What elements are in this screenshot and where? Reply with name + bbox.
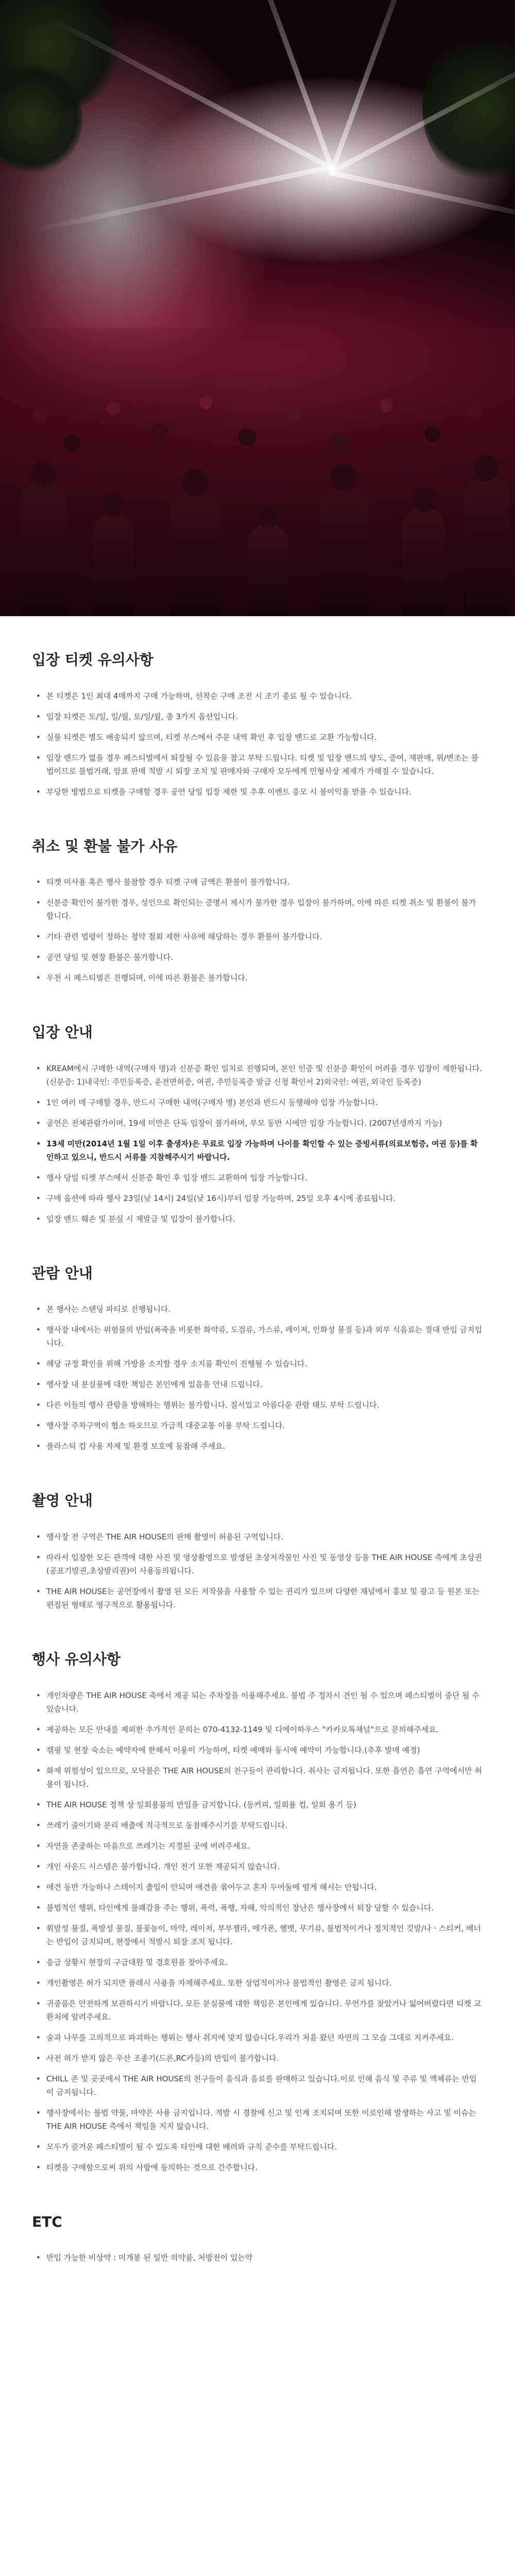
notice-item: • 행사장 전 구역은 THE AIR HOUSE의 판매 촬영이 허용된 구역입니다. (32, 1530, 483, 1544)
section-etc (32, 2181, 483, 2265)
crowd-head (331, 464, 356, 492)
section-title: ETC (32, 2213, 62, 2230)
crowd-person (402, 508, 445, 616)
notice-item: • 행사장에서는 불법 약물, 마약은 사용 금지입니다. 적발 시 경찰에 신고 및 인계 조치되며 또한 이로인해 발생하는 사고 및 이슈는 THE AIR HOUSE 측에서 책임을 지지 않습니다. (32, 2106, 483, 2133)
notice-item: • 본 행사는 스탠딩 파티로 진행됩니다. (32, 1302, 483, 1316)
notice-item: • CHILL 존 및 곳곳에서 THE AIR HOUSE의 친구들이 음식과 음료를 판매하고 있습니다.이로 인해 음식 및 주류 및 액체류는 반입이 금지됩니다. (32, 2072, 483, 2099)
notice-item-highlight: • 13세 미만(2014년 1월 1일 이후 출생자)은 무료로 입장 가능하며 나이를 확인할 수 있는 증빙서류(의료보험증, 여권 등)를 확인하고 있으니, 반드시 서류를 지참해주시기 바랍니다. (32, 1137, 483, 1164)
notice-list (32, 689, 483, 799)
notice-item: • 신분증 확인이 불가한 경우, 성인으로 확인되는 증명서 제시가 불가한 경우 입장이 불가하며, 이에 따른 티켓 취소 및 환불이 불가합니다. (32, 896, 483, 923)
notice-item: • 행사 당일 티켓 부스에서 신분증 확인 후 입장 밴드 교환하여 입장 가능합니다. (32, 1171, 483, 1184)
notice-item: • 개인 사운드 시스템은 불가합니다. 개인 전기 또한 제공되지 않습니다. (32, 1860, 483, 1873)
section-entry-notice (32, 992, 483, 1226)
notice-content (0, 616, 515, 2264)
notice-item: • 불법적인 행위, 타인에게 불쾌감을 주는 행위, 폭력, 폭행, 자해, 악의적인 장난은 행사장에서 퇴장 당할 수 있습니다. (32, 1901, 483, 1914)
crowd-head (31, 461, 56, 487)
crowd-person (93, 513, 134, 616)
notice-item: • 응급 상황시 현장의 구급대원 및 경호원을 찾아주세요. (32, 1956, 483, 1969)
crowd-person (247, 523, 288, 616)
notice-item: • 행사장 주차구역이 협소 하오므로 가급적 대중교통 이용 부탁 드립니다. (32, 1419, 483, 1432)
section-title: 촬영 안내 (32, 1492, 93, 1510)
section-refund-notice (32, 806, 483, 985)
notice-item: • 입장 밴드 훼손 및 분실 시 재발급 및 입장이 불가합니다. (32, 1212, 483, 1226)
light-beam (26, 165, 330, 234)
crowd-person (21, 482, 67, 616)
notice-item: • 입장 티켓은 토/일, 일/월, 토/일/월, 총 3가지 옵션입니다. (32, 710, 483, 723)
notice-item: • 쓰레기 줄이기와 분리 배출에 적극적으로 동참해주시기를 부탁드립니다. (32, 1819, 483, 1832)
section-filming-notice (32, 1460, 483, 1612)
notice-item: • 공연은 전체관람가이며, 19세 미만은 단독 입장이 불가하며, 부모 동반 시에만 입장 가능합니다. (2007년생까지 가능) (32, 1116, 483, 1130)
notice-item: • 1인 여러 매 구매할 경우, 반드시 구매한 내역(구매자 명) 본인과 반드시 동행해야 입장 가능합니다. (32, 1096, 483, 1109)
crowd-head (256, 504, 278, 528)
notice-list (32, 1689, 483, 2174)
section-viewing-notice (32, 1233, 483, 1453)
notice-item: • 행사장 내 분실물에 대한 책임은 본인에게 있음을 안내 드립니다. (32, 1378, 483, 1391)
section-title: 취소 및 환불 불가 사유 (32, 837, 178, 855)
notice-item: • 본 티켓은 1인 최대 4매까지 구매 가능하며, 선착순 구매 조진 시 조기 종료 될 수 있습니다. (32, 689, 483, 703)
notice-item: • 다른 이들의 행사 관람을 방해하는 행위는 불가합니다. 질서있고 아름다운 관람 태도 부탁 드립니다. (32, 1398, 483, 1412)
section-title: 입장 안내 (32, 1024, 93, 1041)
notice-item: • 반입 가능한 비상약 : 미개봉 된 일반 의약품, 처방전이 있는약 (32, 2251, 483, 2264)
notice-list (32, 1530, 483, 1612)
notice-item: • 실물 티켓은 별도 배송되지 않으며, 티켓 부스에서 주문 내역 확인 후 입장 밴드로 교환 가능합니다. (32, 731, 483, 744)
notice-item: • 따라서 입장한 모든 관객에 대한 사진 및 영상촬영으로 발생된 초상저작물인 사진 및 동영상 등을 THE AIR HOUSE 측에게 초상권(공표기발권,초상발리권)이 사용동의됩니다. (32, 1551, 483, 1578)
notice-item: • 모두가 즐거운 페스티벌이 될 수 있도록 타인에 대한 배려와 규칙 준수를 부탁드립니다. (32, 2140, 483, 2154)
notice-item: • 티켓 미사용 혹은 행사 불참할 경우 티켓 구매 금액은 환불이 불가합니다. (32, 875, 483, 889)
notice-item: • 개인촬영은 허가 되지만 플래시 사용을 자제해주세요. 또한 상업적이거나 불법적인 촬영은 금지 됩니다. (32, 1976, 483, 1990)
crowd-head (102, 493, 125, 517)
notice-item: • 해당 규정 확인을 위해 가방을 소지할 경우 소지품 확인이 진행될 수 있습니다. (32, 1357, 483, 1370)
crowd-head (412, 486, 435, 512)
notice-item: • 우천 시 페스티벌은 진행되며, 이에 따른 환불은 불가합니다. (32, 971, 483, 985)
notice-item: • 캠핑 및 현장 숙소는 예약자에 한해서 이용이 가능하며, 티켓 예매와 동시에 예약이 가능합니다.(추후 발매 예정) (32, 1743, 483, 1757)
notice-item: • KREAM에서 구매한 내역(구매자 명)과 신분증 확인 일치로 진행되며, 본인 인증 및 신분증 확인이 어려울 경우 입장이 제한됩니다. (신분증: 1)내국인: 주민등록증, 운전면허증, 여권, 주민등록증 발급 신청 확인서 2)외국인: 여권, 외국인 등록증) (32, 1062, 483, 1089)
notice-item: • 자연을 존중하는 마음으로 쓰레기는 지정된 곳에 버려주세요. (32, 1839, 483, 1853)
section-ticket-notice (32, 616, 483, 799)
hero-photo (0, 0, 515, 616)
notice-item: • 제공하는 모든 안내를 제외한 추가적인 문의는 070-4132-1149 및 디에이하우스 "카카오톡채널"으로 문의해주세요. (32, 1723, 483, 1736)
notice-item: • 화재 위험성이 있으므로, 모닥불은 THE AIR HOUSE의 친구들이 관리합니다. 취사는 금지됩니다. 또한 흡연은 흡연 구역에서만 허용이 됩니다. (32, 1764, 483, 1791)
notice-item: • 공연 당일 및 현장 환불은 불가합니다. (32, 951, 483, 964)
crowd-head (474, 454, 499, 481)
notice-item: • 애견 동반 가능하나 스테이지 출입이 안되며 애견을 묶어두고 혼자 두어둘에 떨게 해서는 안됩니다. (32, 1880, 483, 1894)
notice-item: • 부당한 방법으로 티켓을 구매할 경우 공연 당일 입장 제한 및 추후 이벤트 응모 시 불이익을 받을 수 있습니다. (32, 785, 483, 799)
notice-item: • 행사장 내에서는 위험물의 반입(폭죽을 비롯한 화약류, 도검류, 가스류, 레이저, 인화성 물질 등)과 외부 식음료는 절대 반입 금지입니다. (32, 1323, 483, 1350)
notice-item: • 입장 밴드가 없을 경우 페스티벌에서 퇴장될 수 있음을 참고 부탁 드립니다. 티켓 및 입장 밴드의 양도, 증여, 재판매, 위/변조는 불법이므로 불법거래, 암표 판매 적발 시 퇴장 조치 및 판매자와 구매자 모두에게 민형사상 제재가 가해질 수 있습니다. (32, 751, 483, 778)
crowd-person (464, 477, 510, 616)
notice-item: • 기타 관련 법령이 정하는 청약 철회 제한 사유에 해당하는 경우 환불이 불가합니다. (32, 930, 483, 943)
section-title: 입장 티켓 유의사항 (32, 651, 153, 668)
notice-item: • 개인차량은 THE AIR HOUSE 측에서 제공 되는 주차장을 이용해주세요. 불법 주 정차시 견인 될 수 있으며 페스티벌이 중단 될 수 있습니다. (32, 1689, 483, 1716)
notice-list (32, 2251, 483, 2264)
notice-item: • THE AIR HOUSE 정책 상 일회용품의 반입을 금지합니다. (동커피, 일회용 컵, 일회 용기 등) (32, 1798, 483, 1811)
tree-foliage (422, 31, 515, 185)
notice-item: • 사전 허가 받지 않은 우산 조종기(드론,RC카등)의 반입이 불가합니다. (32, 2052, 483, 2065)
crowd-person (170, 493, 221, 616)
section-title: 행사 유의사항 (32, 1650, 121, 1668)
section-event-notice (32, 1619, 483, 2174)
notice-item: • 플라스틱 컵 사용 자제 및 환경 보호에 동참해 주세요. (32, 1439, 483, 1453)
crowd-head (182, 469, 208, 497)
notice-item: • 휘발성 물질, 폭발성 물질, 불꽃놀이, 마약, 레이저, 부부젤라, 에가폰, 헬멧, 무기류, 불법적이거나 정치적인 깃발/나ㆍ스티커, 배너는 반입이 금지되며, 현장에서 적발시 퇴장 조치 됩니다. (32, 1922, 483, 1948)
notice-item: • THE AIR HOUSE는 공연장에서 촬영 된 모든 저작물을 사용할 수 있는 권리가 있으며 다양한 채널에서 홍보 및 광고 등 원본 또는 편집된 형태로 영구적으로 활용됩니다. (32, 1585, 483, 1612)
crowd-person (319, 487, 368, 616)
notice-item: • 티켓을 구매함으로써 위의 사항에 동의하는 것으로 간주합니다. (32, 2161, 483, 2174)
section-title: 관람 안내 (32, 1264, 93, 1282)
notice-list (32, 1302, 483, 1453)
notice-list (32, 875, 483, 985)
notice-item: • 귀중품은 안전하게 보관하시기 바랍니다. 모든 분실물에 대한 책임은 본인에게 있습니다. 무언가를 찾았거나 잃어버렸다면 티켓 교환처에 알려주세요. (32, 1997, 483, 2024)
notice-item: • 술과 나무를 고의적으로 파괴하는 행위는 행사 취지에 맞지 않습니다.우리가 처음 왔던 자연의 그 모습 그대로 지켜주세요. (32, 2031, 483, 2044)
notice-list (32, 1062, 483, 1226)
notice-item: • 구매 옵션에 따라 행사 23일(낮 14시) 24일(낮 16시)부터 입장 가능하며, 25일 오후 4시에 종료됩니다. (32, 1192, 483, 1205)
